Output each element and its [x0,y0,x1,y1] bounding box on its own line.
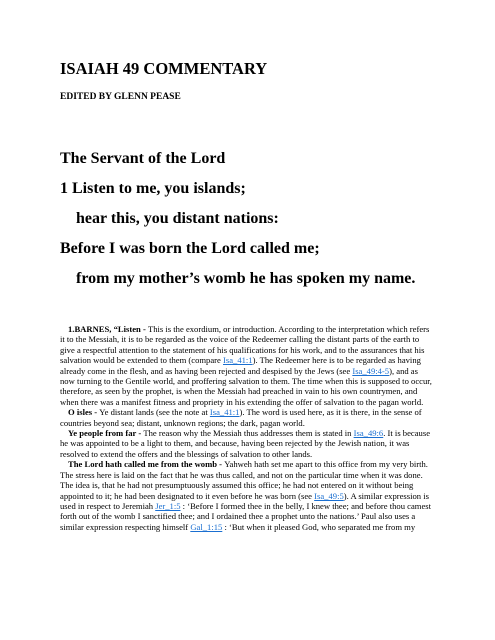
scripture-ref-link[interactable]: Isa_49:4-5 [352,365,390,376]
section-heading: The Servant of the Lord [60,150,226,167]
commentary-text: Ye distant lands (see the note at [99,407,210,418]
commentary-paragraph [60,428,432,459]
verse-line-1: 1 Listen to me, you islands; [60,180,246,197]
commentary-text: The reason why the Messiah thus addresses them is stated in [143,428,354,439]
commentary-label: Ye people from far - [68,428,144,439]
commentary-text: Yahweh hath set me apart to this office from my very birth. The stress here is laid on the fact that he was thus called, and not on the particular time when it was done. The idea is, that he had not presumptuously assumed this office; he had not entered on it without being appointed to it; he had been designated to it even before he was born (see [60,459,428,501]
commentary-text: ), and as now turning to the Gentile world, and proffering salvation to them. The time when this is supposed to occur, therefore, as seen by the prophet, is when the Messiah had preached in vain to his own countrymen, and when there was a manifest fitness and propriety in his extending the offer of salvation to the pagan world. [60,365,432,407]
commentary-text: This is the exordium, or introduction. According to the interpretation which refers it to the Messiah, it is to be regarded as the voice of the Redeemer calling the distant parts of the earth to give a respectful attention to the statement of his qualifications for his work, and to the assurances that his salvation would be extended to them (compare [60,324,430,366]
commentary-text: . It is because he was appointed to be a light to them, and because, having been rejected by the Jewish nation, it was resolved to extend the offers and the blessings of salvation to other lands. [60,428,431,459]
verse-line-3: Before I was born the Lord called me; [60,240,320,257]
commentary-body [60,324,432,532]
scripture-ref-link[interactable]: Isa_49:6 [353,428,384,439]
commentary-text: : ‘But when it pleased God, who separated me from my [222,521,416,532]
scripture-ref-link[interactable]: Isa_41:1 [223,355,253,366]
page-title: ISAIAH 49 COMMENTARY [60,59,268,78]
scripture-ref-link[interactable]: Isa_41:1 [209,407,240,418]
editor-credit: EDITED BY GLENN PEASE [60,92,181,102]
commentary-text: ). The Redeemer here is to be regarded as having already come in the flesh, and as having been rejected and despised by the Jews (see [60,355,421,376]
verse-line-2: hear this, you distant nations: [76,210,279,227]
commentary-label: 1.BARNES, “Listen - [68,324,148,334]
commentary-paragraph [60,459,432,532]
commentary-text: ). A similar expression is used in respect to Jeremiah [60,490,429,511]
commentary-label: The Lord hath called me from the womb - [68,459,225,470]
commentary-text: ). The word is used here, as it is there, in the sense of countries beyond sea; distant, unknown regions; the dark, pagan world. [60,407,422,428]
scripture-ref-link[interactable]: Jer_1:5 [155,500,181,511]
scripture-ref-link[interactable]: Gal_1:15 [190,521,223,532]
commentary-label: O isles - [68,407,100,418]
scripture-ref-link[interactable]: Isa_49:5 [314,490,344,501]
verse-line-4: from my mother’s womb he has spoken my name. [76,270,416,287]
commentary-paragraph [60,407,432,428]
commentary-paragraph [60,324,432,407]
commentary-text: : ‘Before I formed thee in the belly, I knew thee; and before thou camest forth out of the womb I sanctified thee; and I ordained thee a prophet unto the nations.’ Paul also uses a similar expression respecting himself [60,500,432,532]
